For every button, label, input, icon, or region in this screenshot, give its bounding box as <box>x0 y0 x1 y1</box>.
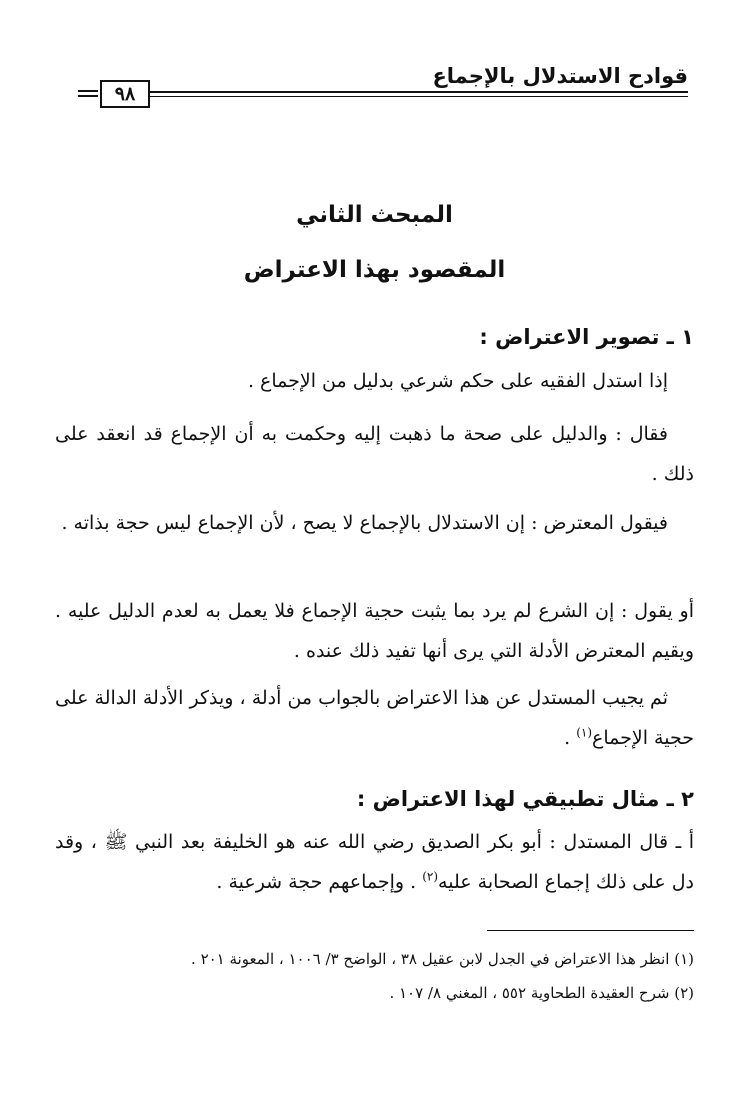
footnote: (٢) شرح العقيدة الطحاوية ٥٥٢ ، المغني ٨/ ١٠٧ . <box>389 984 694 1002</box>
paragraph-text: أ ـ قال المستدل : أبو بكر الصديق رضي الله عنه هو الخليفة بعد النبي ﷺ ، وقد دل على ذلك إجماع الصحابة عليه <box>55 831 694 893</box>
page-number-dash-lower <box>78 95 98 97</box>
header-rule-top <box>138 91 688 93</box>
section-2-title: ٢ ـ مثال تطبيقي لهذا الاعتراض : <box>356 787 694 811</box>
page-number: ٩٨ <box>100 80 150 108</box>
page-number-dash <box>78 90 98 92</box>
paragraph: إذا استدل الفقيه على حكم شرعي بدليل من الإجماع . <box>247 370 668 392</box>
section-1-title: ١ ـ تصوير الاعتراض : <box>479 325 694 349</box>
paragraph-ending: . <box>564 727 577 749</box>
header-rule-bottom <box>138 96 688 97</box>
chapter-title: المبحث الثاني <box>296 202 453 228</box>
paragraph: فيقول المعترض : إن الاستدلال بالإجماع لا يصح ، لأن الإجماع ليس حجة بذاته . <box>61 512 668 534</box>
footnote: (١) انظر هذا الاعتراض في الجدل لابن عقيل ٣٨ ، الواضح ٣/ ١٠٠٦ ، المعونة ٢٠١ . <box>191 950 694 968</box>
footnote-separator <box>487 930 694 931</box>
footnote-ref[interactable]: (٢) <box>422 869 439 884</box>
paragraph-with-note <box>55 678 694 758</box>
footnote-ref[interactable]: (١) <box>576 725 593 740</box>
paragraph-ending: . وإجماعهم حجة شرعية . <box>216 871 423 893</box>
paragraph: فقال : والدليل على صحة ما ذهبت إليه وحكمت به أن الإجماع قد انعقد على ذلك . <box>55 423 694 485</box>
running-title: قوادح الاستدلال بالإجماع <box>432 64 688 88</box>
paragraph: أو يقول : إن الشرع لم يرد بما يثبت حجية الإجماع فلا يعمل به لعدم الدليل عليه . ويقيم المعترض الأدلة التي يرى أنها تفيد ذلك عنده . <box>55 600 695 662</box>
paragraph-text: ثم يجيب المستدل عن هذا الاعتراض بالجواب من أدلة ، ويذكر الأدلة الدالة على حجية الإجماع <box>55 687 694 749</box>
page-header <box>90 64 688 104</box>
paragraph-with-note <box>55 822 694 902</box>
chapter-subtitle: المقصود بهذا الاعتراض <box>243 257 506 283</box>
